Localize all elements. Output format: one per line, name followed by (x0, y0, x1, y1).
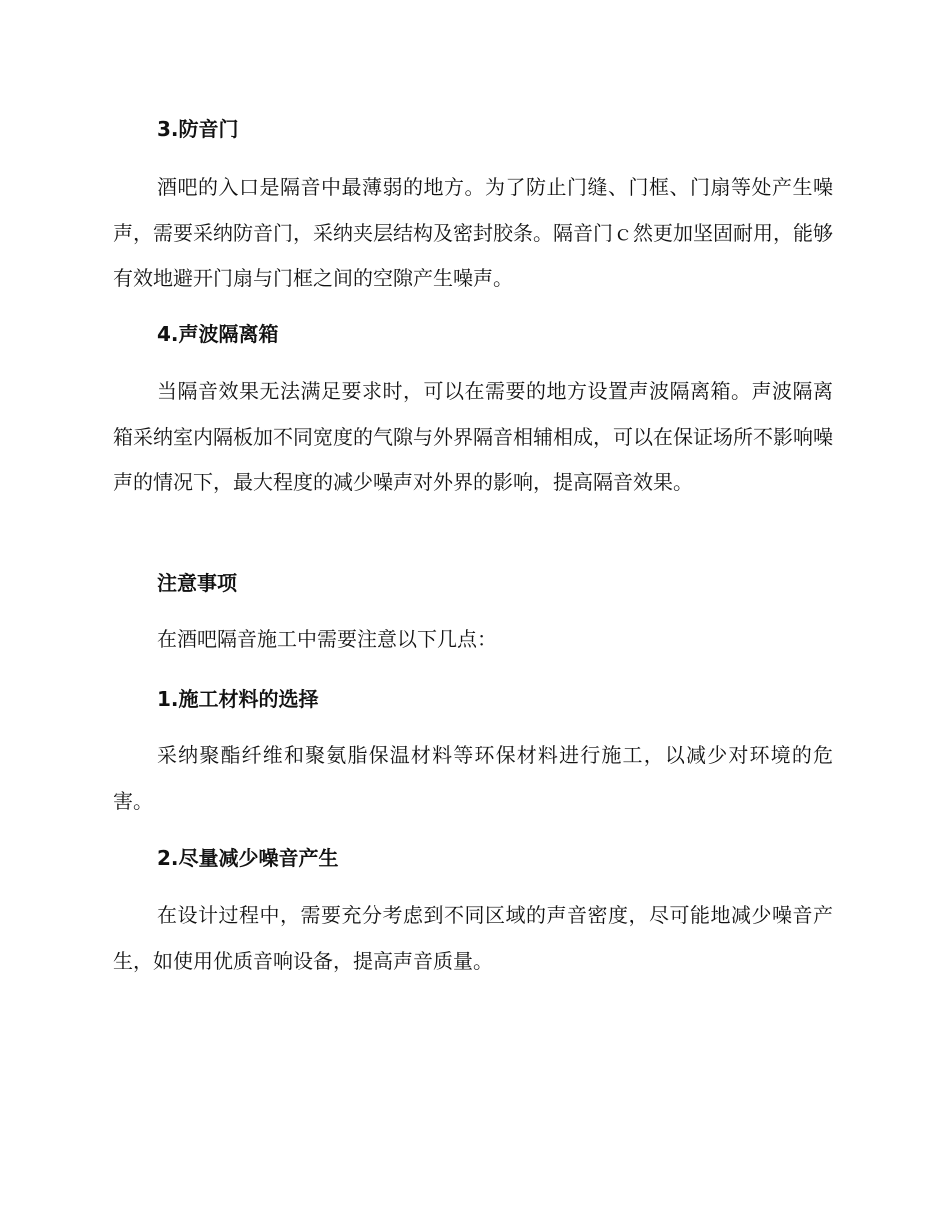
section-body-soundproof-door: 酒吧的入口是隔音中最薄弱的地方。为了防止门缝、门框、门扇等处产生噪声，需要采纳防音门，采纳夹层结构及密封胶条。隔音门ｃ然更加坚固耐用，能够有效地避开门扇与门框之间的空隙产生噪声。 (113, 175, 833, 290)
section-heading-precautions: 注意事项 (157, 571, 237, 595)
section-heading-soundproof-door: 3.防音门 (157, 117, 239, 141)
section-body-reduce-noise: 在设计过程中，需要充分考虑到不同区域的声音密度，尽可能地减少噪音产生，如使用优质音响设备，提高声音质量。 (113, 903, 833, 973)
section-heading-material-selection: 1.施工材料的选择 (157, 687, 319, 711)
section-body-precautions: 在酒吧隔音施工中需要注意以下几点： (157, 627, 497, 651)
section-body-material-selection: 采纳聚酯纤维和聚氨脂保温材料等环保材料进行施工，以减少对环境的危害。 (113, 743, 833, 813)
section-heading-reduce-noise: 2.尽量减少噪音产生 (157, 846, 339, 870)
section-heading-sound-isolation-box: 4.声波隔离箱 (157, 322, 279, 346)
section-body-sound-isolation-box: 当隔音效果无法满足要求时，可以在需要的地方设置声波隔离箱。声波隔离箱采纳室内隔板加不同宽度的气隙与外界隔音相辅相成，可以在保证场所不影响噪声的情况下，最大程度的减少噪声对外界的影响，提高隔音效果。 (113, 379, 833, 494)
